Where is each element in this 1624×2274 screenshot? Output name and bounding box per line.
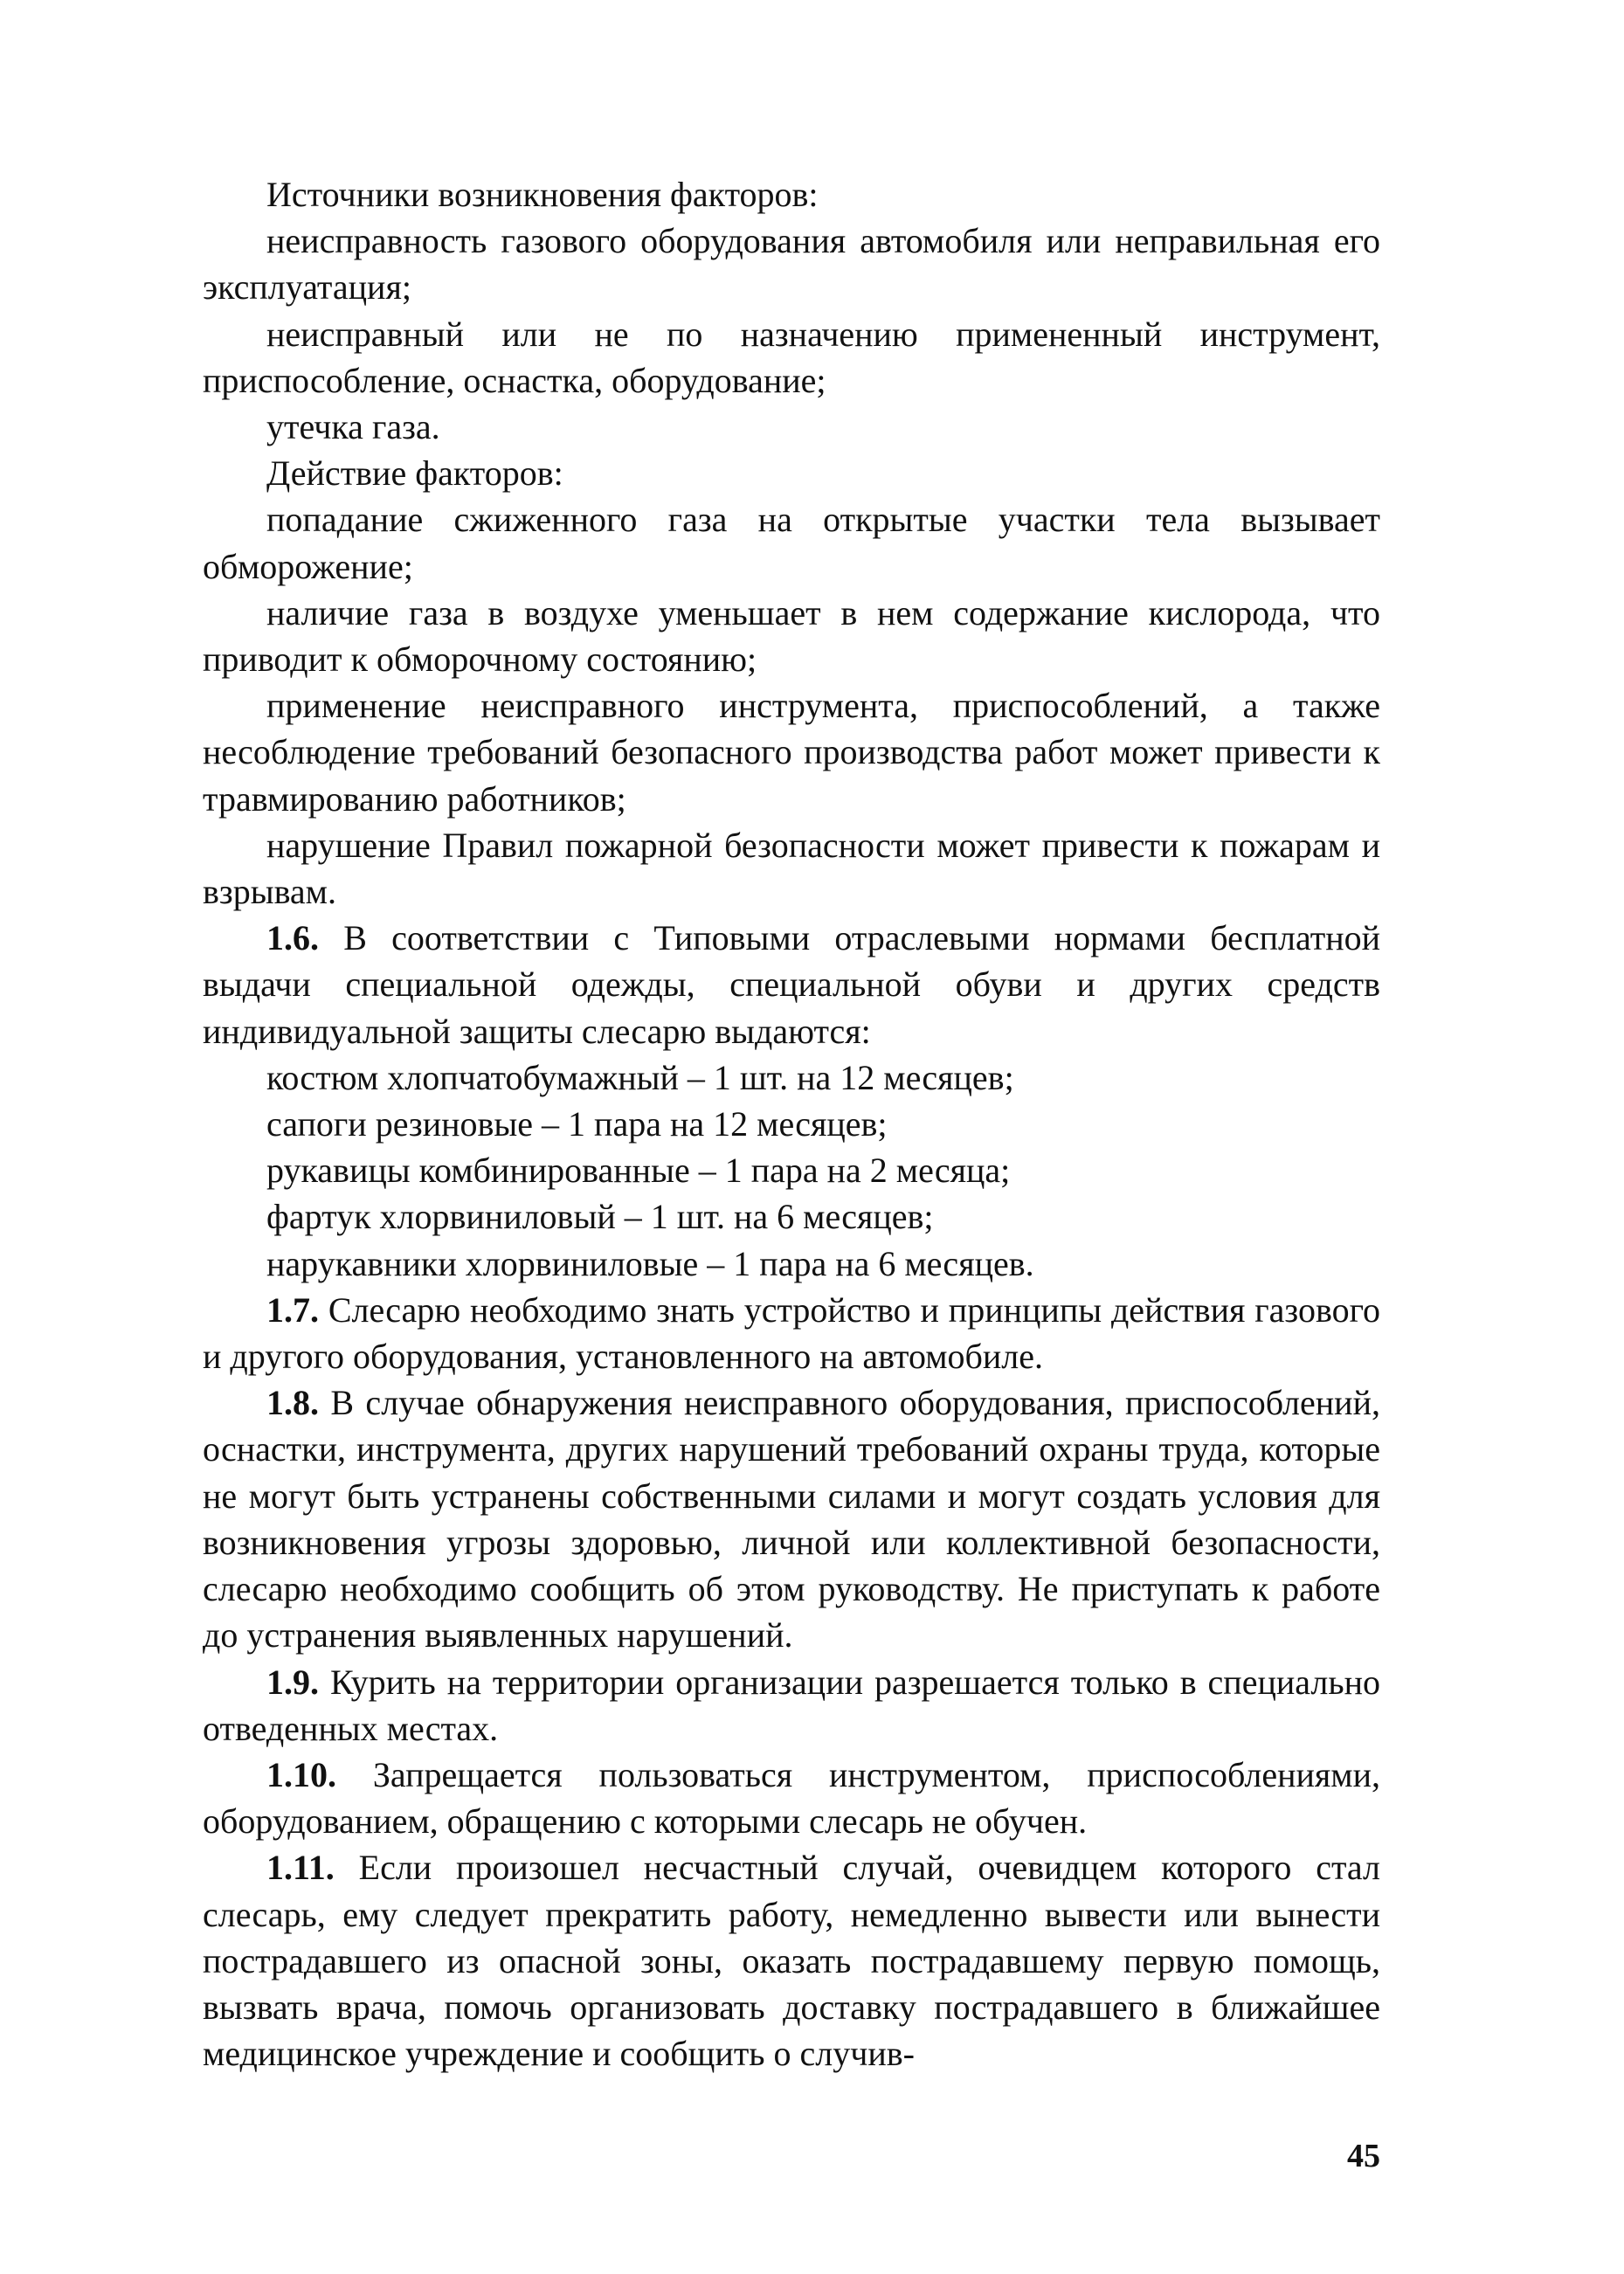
list-item-text: фартук хлорвиниловый – 1 шт. на 6 месяцев;	[266, 1197, 934, 1237]
page-number: 45	[1347, 2138, 1380, 2174]
clause-number: 1.6.	[266, 918, 319, 958]
list-item	[203, 1054, 1380, 1101]
body-text	[203, 171, 1380, 2077]
paragraph	[203, 682, 1380, 822]
paragraph-text: Запрещается пользоваться инструментом, приспособлениями, оборудованием, обращению с которыми слесарь не обучен.	[203, 1754, 1380, 1842]
paragraph-text: утечка газа.	[266, 407, 440, 447]
paragraph-text: нарушение Правил пожарной безопасности может привести к пожарам и взрывам.	[203, 825, 1380, 912]
paragraph-text: применение неисправного инструмента, приспособлений, а также несоблюдение требований безопасного производства работ может привести к травмированию работников;	[203, 686, 1380, 819]
paragraph-1-10	[203, 1752, 1380, 1844]
paragraph-1-8	[203, 1379, 1380, 1658]
paragraph-text: наличие газа в воздухе уменьшает в нем содержание кислорода, что приводит к обморочному состоянию;	[203, 592, 1380, 680]
paragraph-1-9	[203, 1659, 1380, 1752]
clause-number: 1.11.	[266, 1848, 335, 1888]
clause-number: 1.8.	[266, 1383, 319, 1423]
list-item-text: костюм хлопчатобумажный – 1 шт. на 12 месяцев;	[266, 1057, 1014, 1097]
paragraph-1-11	[203, 1844, 1380, 2077]
paragraph-text: В случае обнаружения неисправного оборудования, приспособлений, оснастки, инструмента, других нарушений требований охраны труда, которые не могут быть устранены собственными силами и могут создать условия для возникновения угрозы здоровью, личной или коллективной безопасности, слесарю необходимо сообщить об этом руководству. Не приступать к работе до устранения выявленных нарушений.	[203, 1383, 1380, 1655]
list-item-text: рукавицы комбинированные – 1 пара на 2 месяца;	[266, 1151, 1011, 1191]
list-item	[203, 1147, 1380, 1193]
paragraph	[203, 496, 1380, 589]
list-item	[203, 1193, 1380, 1240]
paragraph-text: Курить на территории организации разрешается только в специально отведенных местах.	[203, 1662, 1380, 1748]
paragraph	[203, 404, 1380, 450]
paragraph-1-6	[203, 915, 1380, 1054]
paragraph-text: Слесарю необходимо знать устройство и принципы действия газового и другого оборудования, установленного на автомобиле.	[203, 1289, 1380, 1377]
paragraph-text: Действие факторов:	[266, 453, 563, 494]
paragraph-1-7	[203, 1287, 1380, 1379]
list-item	[203, 1241, 1380, 1287]
paragraph	[203, 311, 1380, 404]
paragraph-text: Если произошел несчастный случай, очевидцем которого стал слесарь, ему следует прекратить работу, немедленно вывести или вынести пострадавшего из опасной зоны, оказать пострадавшему первую помощь, вызвать врача, помочь организовать доставку пострадавшего в ближайшее медицинское учреждение и сообщить о случив-	[203, 1848, 1380, 2074]
paragraph-text: неисправность газового оборудования автомобиля или неправильная его эксплуатация;	[203, 221, 1380, 308]
list-item-text: сапоги резиновые – 1 пара на 12 месяцев;	[266, 1104, 888, 1144]
paragraph-text: В соответствии с Типовыми отраслевыми нормами бесплатной выдачи специальной одежды, специальной обуви и других средств индивидуальной защиты слесарю выдаются:	[203, 918, 1380, 1051]
list-item	[203, 1101, 1380, 1147]
clause-number: 1.10.	[266, 1754, 336, 1794]
clause-number: 1.9.	[266, 1662, 319, 1702]
paragraph-text: попадание сжиженного газа на открытые участки тела вызывает обморожение;	[203, 500, 1380, 586]
paragraph	[203, 218, 1380, 310]
paragraph	[203, 590, 1380, 682]
paragraph	[203, 171, 1380, 218]
paragraph	[203, 450, 1380, 496]
paragraph-text: Источники возникновения факторов:	[266, 175, 819, 214]
paragraph	[203, 822, 1380, 915]
paragraph-text: неисправный или не по назначению примененный инструмент, приспособление, оснастка, оборудование;	[203, 314, 1380, 400]
list-item-text: нарукавники хлорвиниловые – 1 пара на 6 месяцев.	[266, 1243, 1034, 1283]
clause-number: 1.7.	[266, 1289, 319, 1330]
